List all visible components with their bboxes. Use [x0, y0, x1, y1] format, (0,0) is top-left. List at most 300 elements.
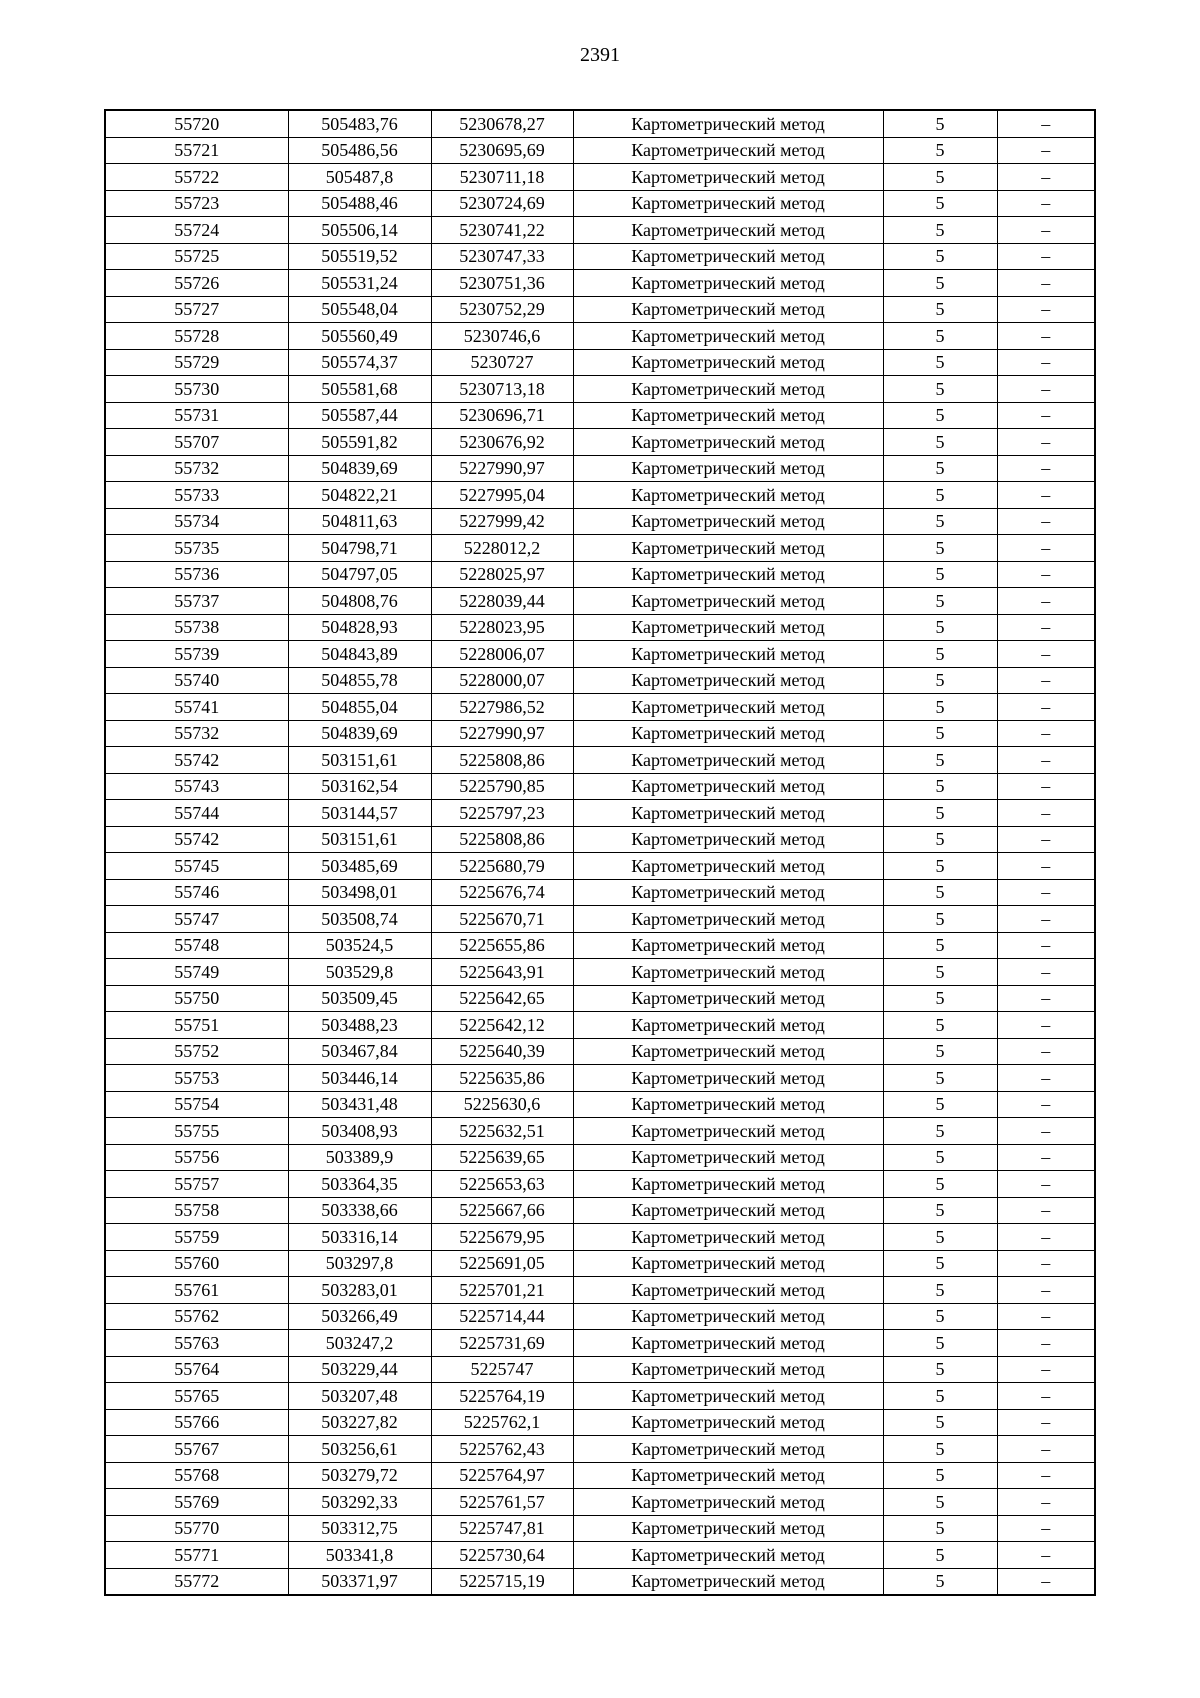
- point-number-cell: 55765: [105, 1383, 288, 1410]
- method-cell: Картометрический метод: [573, 1091, 883, 1118]
- accuracy-cell: 5: [883, 164, 997, 191]
- x-coordinate-cell: 503498,01: [288, 879, 431, 906]
- method-cell: Картометрический метод: [573, 508, 883, 535]
- y-coordinate-cell: 5227995,04: [431, 482, 573, 509]
- x-coordinate-cell: 503229,44: [288, 1356, 431, 1383]
- y-coordinate-cell: 5228012,2: [431, 535, 573, 562]
- x-coordinate-cell: 505548,04: [288, 296, 431, 323]
- accuracy-cell: 5: [883, 694, 997, 721]
- description-cell: –: [997, 1330, 1095, 1357]
- point-number-cell: 55737: [105, 588, 288, 615]
- description-cell: –: [997, 164, 1095, 191]
- table-row: [105, 1303, 1095, 1330]
- x-coordinate-cell: 505519,52: [288, 243, 431, 270]
- method-cell: Картометрический метод: [573, 1065, 883, 1092]
- method-cell: Картометрический метод: [573, 164, 883, 191]
- description-cell: –: [997, 588, 1095, 615]
- table-row: [105, 296, 1095, 323]
- accuracy-cell: 5: [883, 853, 997, 880]
- accuracy-cell: 5: [883, 1330, 997, 1357]
- accuracy-cell: 5: [883, 1250, 997, 1277]
- description-cell: –: [997, 137, 1095, 164]
- accuracy-cell: 5: [883, 323, 997, 350]
- table-row: [105, 1436, 1095, 1463]
- table-row: [105, 561, 1095, 588]
- accuracy-cell: 5: [883, 588, 997, 615]
- y-coordinate-cell: 5230741,22: [431, 217, 573, 244]
- table-row: [105, 190, 1095, 217]
- table-row: [105, 1383, 1095, 1410]
- x-coordinate-cell: 503162,54: [288, 773, 431, 800]
- accuracy-cell: 5: [883, 826, 997, 853]
- y-coordinate-cell: 5225714,44: [431, 1303, 573, 1330]
- point-number-cell: 55760: [105, 1250, 288, 1277]
- method-cell: Картометрический метод: [573, 1012, 883, 1039]
- point-number-cell: 55729: [105, 349, 288, 376]
- accuracy-cell: 5: [883, 137, 997, 164]
- x-coordinate-cell: 503266,49: [288, 1303, 431, 1330]
- method-cell: Картометрический метод: [573, 1171, 883, 1198]
- point-number-cell: 55721: [105, 137, 288, 164]
- point-number-cell: 55738: [105, 614, 288, 641]
- table-row: [105, 773, 1095, 800]
- method-cell: Картометрический метод: [573, 429, 883, 456]
- x-coordinate-cell: 505581,68: [288, 376, 431, 403]
- x-coordinate-cell: 503529,8: [288, 959, 431, 986]
- point-number-cell: 55740: [105, 667, 288, 694]
- y-coordinate-cell: 5225747: [431, 1356, 573, 1383]
- table-row: [105, 349, 1095, 376]
- point-number-cell: 55726: [105, 270, 288, 297]
- description-cell: –: [997, 402, 1095, 429]
- table-row: [105, 1171, 1095, 1198]
- y-coordinate-cell: 5230727: [431, 349, 573, 376]
- point-number-cell: 55733: [105, 482, 288, 509]
- y-coordinate-cell: 5225790,85: [431, 773, 573, 800]
- description-cell: –: [997, 1515, 1095, 1542]
- x-coordinate-cell: 505531,24: [288, 270, 431, 297]
- description-cell: –: [997, 879, 1095, 906]
- coordinates-table: [104, 109, 1096, 1596]
- table-row: [105, 932, 1095, 959]
- x-coordinate-cell: 503508,74: [288, 906, 431, 933]
- description-cell: –: [997, 1409, 1095, 1436]
- table-row: [105, 1038, 1095, 1065]
- table-row: [105, 906, 1095, 933]
- point-number-cell: 55762: [105, 1303, 288, 1330]
- table-row: [105, 243, 1095, 270]
- method-cell: Картометрический метод: [573, 667, 883, 694]
- accuracy-cell: 5: [883, 217, 997, 244]
- method-cell: Картометрический метод: [573, 747, 883, 774]
- accuracy-cell: 5: [883, 1542, 997, 1569]
- y-coordinate-cell: 5225715,19: [431, 1568, 573, 1595]
- table-row: [105, 1144, 1095, 1171]
- description-cell: –: [997, 110, 1095, 137]
- y-coordinate-cell: 5225630,6: [431, 1091, 573, 1118]
- x-coordinate-cell: 503279,72: [288, 1462, 431, 1489]
- accuracy-cell: 5: [883, 1118, 997, 1145]
- x-coordinate-cell: 503283,01: [288, 1277, 431, 1304]
- accuracy-cell: 5: [883, 190, 997, 217]
- accuracy-cell: 5: [883, 508, 997, 535]
- x-coordinate-cell: 504797,05: [288, 561, 431, 588]
- table-row: [105, 217, 1095, 244]
- y-coordinate-cell: 5230678,27: [431, 110, 573, 137]
- table-row: [105, 270, 1095, 297]
- table-row: [105, 826, 1095, 853]
- method-cell: Картометрический метод: [573, 694, 883, 721]
- description-cell: –: [997, 535, 1095, 562]
- table-row: [105, 1091, 1095, 1118]
- x-coordinate-cell: 503524,5: [288, 932, 431, 959]
- method-cell: Картометрический метод: [573, 1038, 883, 1065]
- table-row: [105, 508, 1095, 535]
- accuracy-cell: 5: [883, 1038, 997, 1065]
- y-coordinate-cell: 5228006,07: [431, 641, 573, 668]
- x-coordinate-cell: 504855,78: [288, 667, 431, 694]
- y-coordinate-cell: 5227990,97: [431, 720, 573, 747]
- x-coordinate-cell: 503338,66: [288, 1197, 431, 1224]
- method-cell: Картометрический метод: [573, 773, 883, 800]
- x-coordinate-cell: 503144,57: [288, 800, 431, 827]
- point-number-cell: 55753: [105, 1065, 288, 1092]
- y-coordinate-cell: 5225747,81: [431, 1515, 573, 1542]
- description-cell: –: [997, 1091, 1095, 1118]
- point-number-cell: 55752: [105, 1038, 288, 1065]
- page-number: 2391: [580, 44, 620, 66]
- method-cell: Картометрический метод: [573, 1224, 883, 1251]
- description-cell: –: [997, 667, 1095, 694]
- method-cell: Картометрический метод: [573, 1277, 883, 1304]
- y-coordinate-cell: 5225764,19: [431, 1383, 573, 1410]
- x-coordinate-cell: 503297,8: [288, 1250, 431, 1277]
- x-coordinate-cell: 503509,45: [288, 985, 431, 1012]
- x-coordinate-cell: 503341,8: [288, 1542, 431, 1569]
- description-cell: –: [997, 508, 1095, 535]
- point-number-cell: 55742: [105, 826, 288, 853]
- description-cell: –: [997, 1277, 1095, 1304]
- table-row: [105, 110, 1095, 137]
- x-coordinate-cell: 505587,44: [288, 402, 431, 429]
- accuracy-cell: 5: [883, 1489, 997, 1516]
- description-cell: –: [997, 1197, 1095, 1224]
- x-coordinate-cell: 503488,23: [288, 1012, 431, 1039]
- y-coordinate-cell: 5225808,86: [431, 826, 573, 853]
- point-number-cell: 55749: [105, 959, 288, 986]
- table-row: [105, 1542, 1095, 1569]
- description-cell: –: [997, 296, 1095, 323]
- y-coordinate-cell: 5225762,43: [431, 1436, 573, 1463]
- accuracy-cell: 5: [883, 641, 997, 668]
- accuracy-cell: 5: [883, 985, 997, 1012]
- y-coordinate-cell: 5225691,05: [431, 1250, 573, 1277]
- y-coordinate-cell: 5230696,71: [431, 402, 573, 429]
- method-cell: Картометрический метод: [573, 1330, 883, 1357]
- accuracy-cell: 5: [883, 1012, 997, 1039]
- accuracy-cell: 5: [883, 1303, 997, 1330]
- description-cell: –: [997, 270, 1095, 297]
- description-cell: –: [997, 243, 1095, 270]
- description-cell: –: [997, 1542, 1095, 1569]
- method-cell: Картометрический метод: [573, 879, 883, 906]
- table-row: [105, 1277, 1095, 1304]
- table-row: [105, 1118, 1095, 1145]
- x-coordinate-cell: 503389,9: [288, 1144, 431, 1171]
- description-cell: –: [997, 1462, 1095, 1489]
- y-coordinate-cell: 5225764,97: [431, 1462, 573, 1489]
- point-number-cell: 55734: [105, 508, 288, 535]
- method-cell: Картометрический метод: [573, 959, 883, 986]
- method-cell: Картометрический метод: [573, 1409, 883, 1436]
- point-number-cell: 55750: [105, 985, 288, 1012]
- method-cell: Картометрический метод: [573, 800, 883, 827]
- method-cell: Картометрический метод: [573, 1515, 883, 1542]
- description-cell: –: [997, 641, 1095, 668]
- y-coordinate-cell: 5230724,69: [431, 190, 573, 217]
- accuracy-cell: 5: [883, 720, 997, 747]
- description-cell: –: [997, 1383, 1095, 1410]
- y-coordinate-cell: 5228000,07: [431, 667, 573, 694]
- y-coordinate-cell: 5225632,51: [431, 1118, 573, 1145]
- description-cell: –: [997, 1303, 1095, 1330]
- point-number-cell: 55769: [105, 1489, 288, 1516]
- accuracy-cell: 5: [883, 800, 997, 827]
- accuracy-cell: 5: [883, 1462, 997, 1489]
- table-row: [105, 376, 1095, 403]
- accuracy-cell: 5: [883, 1144, 997, 1171]
- accuracy-cell: 5: [883, 747, 997, 774]
- x-coordinate-cell: 504798,71: [288, 535, 431, 562]
- accuracy-cell: 5: [883, 429, 997, 456]
- accuracy-cell: 5: [883, 959, 997, 986]
- method-cell: Картометрический метод: [573, 1383, 883, 1410]
- x-coordinate-cell: 503247,2: [288, 1330, 431, 1357]
- y-coordinate-cell: 5225730,64: [431, 1542, 573, 1569]
- description-cell: –: [997, 1038, 1095, 1065]
- point-number-cell: 55730: [105, 376, 288, 403]
- accuracy-cell: 5: [883, 110, 997, 137]
- accuracy-cell: 5: [883, 1171, 997, 1198]
- point-number-cell: 55770: [105, 1515, 288, 1542]
- description-cell: –: [997, 906, 1095, 933]
- table-row: [105, 1409, 1095, 1436]
- point-number-cell: 55732: [105, 455, 288, 482]
- description-cell: –: [997, 932, 1095, 959]
- y-coordinate-cell: 5225642,12: [431, 1012, 573, 1039]
- table-row: [105, 1197, 1095, 1224]
- point-number-cell: 55763: [105, 1330, 288, 1357]
- description-cell: –: [997, 1065, 1095, 1092]
- table-row: [105, 429, 1095, 456]
- table-row: [105, 747, 1095, 774]
- method-cell: Картометрический метод: [573, 1144, 883, 1171]
- x-coordinate-cell: 505488,46: [288, 190, 431, 217]
- accuracy-cell: 5: [883, 535, 997, 562]
- y-coordinate-cell: 5225653,63: [431, 1171, 573, 1198]
- method-cell: Картометрический метод: [573, 826, 883, 853]
- x-coordinate-cell: 504839,69: [288, 720, 431, 747]
- description-cell: –: [997, 1118, 1095, 1145]
- description-cell: –: [997, 720, 1095, 747]
- x-coordinate-cell: 505487,8: [288, 164, 431, 191]
- table-row: [105, 853, 1095, 880]
- y-coordinate-cell: 5225680,79: [431, 853, 573, 880]
- y-coordinate-cell: 5225642,65: [431, 985, 573, 1012]
- point-number-cell: 55756: [105, 1144, 288, 1171]
- y-coordinate-cell: 5230747,33: [431, 243, 573, 270]
- table-row: [105, 323, 1095, 350]
- point-number-cell: 55741: [105, 694, 288, 721]
- table-row: [105, 959, 1095, 986]
- point-number-cell: 55742: [105, 747, 288, 774]
- method-cell: Картометрический метод: [573, 376, 883, 403]
- description-cell: –: [997, 482, 1095, 509]
- table-row: [105, 482, 1095, 509]
- table-row: [105, 535, 1095, 562]
- method-cell: Картометрический метод: [573, 190, 883, 217]
- point-number-cell: 55767: [105, 1436, 288, 1463]
- method-cell: Картометрический метод: [573, 270, 883, 297]
- accuracy-cell: 5: [883, 402, 997, 429]
- table-row: [105, 985, 1095, 1012]
- accuracy-cell: 5: [883, 906, 997, 933]
- description-cell: –: [997, 694, 1095, 721]
- method-cell: Картометрический метод: [573, 110, 883, 137]
- accuracy-cell: 5: [883, 667, 997, 694]
- table-body: [105, 110, 1095, 1595]
- point-number-cell: 55772: [105, 1568, 288, 1595]
- x-coordinate-cell: 505574,37: [288, 349, 431, 376]
- point-number-cell: 55751: [105, 1012, 288, 1039]
- description-cell: –: [997, 349, 1095, 376]
- accuracy-cell: 5: [883, 243, 997, 270]
- y-coordinate-cell: 5225639,65: [431, 1144, 573, 1171]
- method-cell: Картометрический метод: [573, 614, 883, 641]
- x-coordinate-cell: 505560,49: [288, 323, 431, 350]
- x-coordinate-cell: 505483,76: [288, 110, 431, 137]
- description-cell: –: [997, 1144, 1095, 1171]
- point-number-cell: 55736: [105, 561, 288, 588]
- accuracy-cell: 5: [883, 270, 997, 297]
- point-number-cell: 55722: [105, 164, 288, 191]
- y-coordinate-cell: 5225731,69: [431, 1330, 573, 1357]
- accuracy-cell: 5: [883, 1515, 997, 1542]
- method-cell: Картометрический метод: [573, 1436, 883, 1463]
- table-row: [105, 1250, 1095, 1277]
- point-number-cell: 55771: [105, 1542, 288, 1569]
- y-coordinate-cell: 5225701,21: [431, 1277, 573, 1304]
- y-coordinate-cell: 5225667,66: [431, 1197, 573, 1224]
- x-coordinate-cell: 504811,63: [288, 508, 431, 535]
- method-cell: Картометрический метод: [573, 1462, 883, 1489]
- accuracy-cell: 5: [883, 376, 997, 403]
- table-row: [105, 137, 1095, 164]
- method-cell: Картометрический метод: [573, 906, 883, 933]
- x-coordinate-cell: 503256,61: [288, 1436, 431, 1463]
- y-coordinate-cell: 5230746,6: [431, 323, 573, 350]
- method-cell: Картометрический метод: [573, 217, 883, 244]
- description-cell: –: [997, 614, 1095, 641]
- x-coordinate-cell: 503431,48: [288, 1091, 431, 1118]
- point-number-cell: 55731: [105, 402, 288, 429]
- table-row: [105, 1356, 1095, 1383]
- method-cell: Картометрический метод: [573, 985, 883, 1012]
- description-cell: –: [997, 747, 1095, 774]
- method-cell: Картометрический метод: [573, 1568, 883, 1595]
- accuracy-cell: 5: [883, 1383, 997, 1410]
- method-cell: Картометрический метод: [573, 323, 883, 350]
- table-row: [105, 1489, 1095, 1516]
- description-cell: –: [997, 1171, 1095, 1198]
- x-coordinate-cell: 503485,69: [288, 853, 431, 880]
- description-cell: –: [997, 1356, 1095, 1383]
- table-row: [105, 1462, 1095, 1489]
- description-cell: –: [997, 455, 1095, 482]
- table-row: [105, 879, 1095, 906]
- method-cell: Картометрический метод: [573, 932, 883, 959]
- method-cell: Картометрический метод: [573, 482, 883, 509]
- description-cell: –: [997, 1489, 1095, 1516]
- y-coordinate-cell: 5230676,92: [431, 429, 573, 456]
- accuracy-cell: 5: [883, 1224, 997, 1251]
- description-cell: –: [997, 429, 1095, 456]
- point-number-cell: 55739: [105, 641, 288, 668]
- x-coordinate-cell: 505591,82: [288, 429, 431, 456]
- x-coordinate-cell: 503227,82: [288, 1409, 431, 1436]
- y-coordinate-cell: 5225797,23: [431, 800, 573, 827]
- table-row: [105, 720, 1095, 747]
- accuracy-cell: 5: [883, 1356, 997, 1383]
- point-number-cell: 55728: [105, 323, 288, 350]
- method-cell: Картометрический метод: [573, 1542, 883, 1569]
- method-cell: Картометрический метод: [573, 1197, 883, 1224]
- x-coordinate-cell: 505486,56: [288, 137, 431, 164]
- x-coordinate-cell: 503292,33: [288, 1489, 431, 1516]
- accuracy-cell: 5: [883, 296, 997, 323]
- accuracy-cell: 5: [883, 1436, 997, 1463]
- x-coordinate-cell: 503371,97: [288, 1568, 431, 1595]
- accuracy-cell: 5: [883, 1568, 997, 1595]
- accuracy-cell: 5: [883, 455, 997, 482]
- point-number-cell: 55724: [105, 217, 288, 244]
- y-coordinate-cell: 5225670,71: [431, 906, 573, 933]
- point-number-cell: 55732: [105, 720, 288, 747]
- table-row: [105, 614, 1095, 641]
- x-coordinate-cell: 503312,75: [288, 1515, 431, 1542]
- method-cell: Картометрический метод: [573, 243, 883, 270]
- table-row: [105, 1224, 1095, 1251]
- point-number-cell: 55746: [105, 879, 288, 906]
- y-coordinate-cell: 5225640,39: [431, 1038, 573, 1065]
- point-number-cell: 55755: [105, 1118, 288, 1145]
- point-number-cell: 55761: [105, 1277, 288, 1304]
- x-coordinate-cell: 503408,93: [288, 1118, 431, 1145]
- y-coordinate-cell: 5227999,42: [431, 508, 573, 535]
- description-cell: –: [997, 1568, 1095, 1595]
- point-number-cell: 55757: [105, 1171, 288, 1198]
- y-coordinate-cell: 5227986,52: [431, 694, 573, 721]
- description-cell: –: [997, 1250, 1095, 1277]
- point-number-cell: 55745: [105, 853, 288, 880]
- y-coordinate-cell: 5225679,95: [431, 1224, 573, 1251]
- table-row: [105, 800, 1095, 827]
- table-row: [105, 1515, 1095, 1542]
- point-number-cell: 55758: [105, 1197, 288, 1224]
- method-cell: Картометрический метод: [573, 1118, 883, 1145]
- accuracy-cell: 5: [883, 1091, 997, 1118]
- accuracy-cell: 5: [883, 561, 997, 588]
